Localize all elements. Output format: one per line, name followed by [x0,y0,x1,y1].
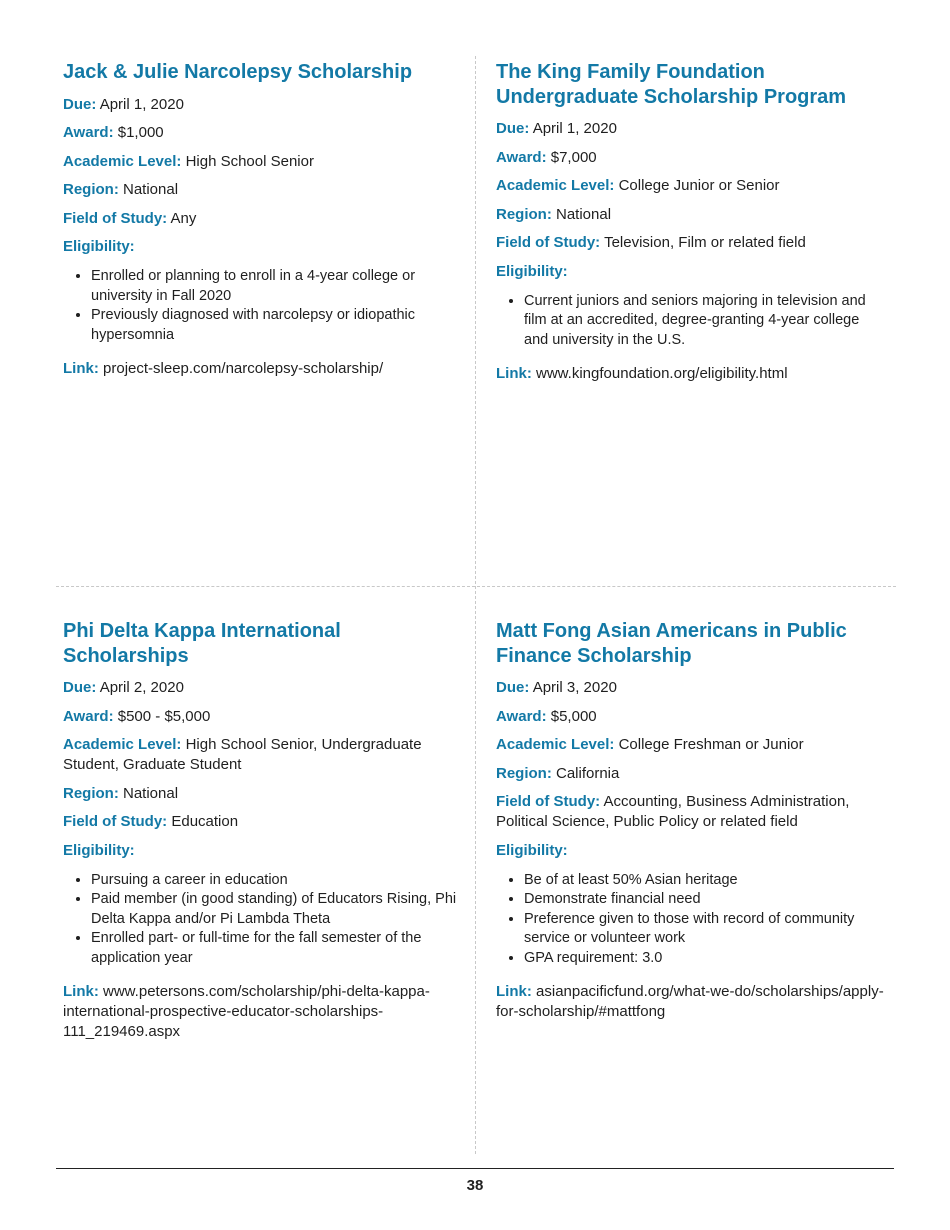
link-field [63,359,458,379]
due-value: April 2, 2020 [99,679,184,696]
field-of-study-label: Field of Study: [63,209,168,227]
region-field [496,764,886,784]
academic-level-value: High School Senior, Undergraduate Student, Graduate Student [63,736,422,773]
footer-rule [56,1168,894,1169]
scholarship-card-matt-fong [496,619,886,1022]
field-of-study-label: Field of Study: [496,793,601,810]
due-value: April 3, 2020 [532,679,617,696]
scholarship-title: The King Family Foundation Undergraduate Scholarship Program [496,61,847,108]
due-field [63,678,458,698]
link-url[interactable]: www.kingfoundation.org/eligibility.html [536,365,788,382]
link-label: Link: [496,983,532,1000]
academic-level-label: Academic Level: [496,736,615,753]
award-label: Award: [496,148,547,166]
eligibility-label: Eligibility: [496,262,568,280]
link-field [496,982,886,1022]
award-field [63,707,458,727]
award-value: $1,000 [117,124,164,141]
field-of-study-field [63,209,458,229]
award-value: $7,000 [550,148,597,166]
scholarship-title: Matt Fong Asian Americans in Public Finance Scholarship [496,620,847,667]
award-field [496,148,886,168]
region-field [496,205,886,225]
academic-level-label: Academic Level: [496,177,615,194]
due-label: Due: [63,95,97,113]
field-of-study-field [63,812,458,832]
link-url[interactable]: project-sleep.com/narcolepsy-scholarship/ [103,360,384,377]
eligibility-item: • Enrolled or planning to enroll in a 4-year college or university in Fall 2020 [91,267,458,306]
academic-level-value: College Junior or Senior [618,177,780,194]
link-url[interactable]: asianpacificfund.org/what-we-do/scholarships/apply-for-scholarship/#mattfong [496,983,884,1020]
scholarship-title: Jack & Julie Narcolepsy Scholarship [63,61,413,83]
due-label: Due: [63,679,97,696]
link-url[interactable]: www.petersons.com/scholarship/phi-delta-kappa-international-prospective-educator-scholarships-111_219469.aspx [63,983,430,1040]
award-value: $500 - $5,000 [117,707,211,725]
academic-level-label: Academic Level: [63,736,182,753]
eligibility-label: Eligibility: [63,238,135,255]
award-label: Award: [63,124,114,141]
link-label: Link: [63,983,99,1000]
academic-level-field [496,176,886,196]
link-field [63,982,458,1042]
academic-level-field [496,735,886,755]
field-of-study-label: Field of Study: [63,813,168,830]
region-value: National [556,205,612,223]
vertical-divider [475,56,476,1154]
eligibility-list [496,292,886,351]
eligibility-list [63,871,458,969]
scholarship-title: Phi Delta Kappa International Scholarships [63,620,341,667]
eligibility-list [63,267,458,345]
eligibility-item: • Preference given to those with record of community service or volunteer work [524,910,886,949]
link-label: Link: [63,360,99,377]
page-number: 38 [466,1177,484,1194]
link-label: Link: [496,365,532,382]
field-of-study-value: Television, Film or related field [604,234,806,251]
due-label: Due: [496,120,530,137]
field-of-study-field [496,792,886,832]
eligibility-item: • Current juniors and seniors majoring in television and film at an accredited, degree-granting 4-year college and university in the U.S. [524,292,886,351]
horizontal-divider [56,586,896,587]
eligibility-item: • Previously diagnosed with narcolepsy or idiopathic hypersomnia [91,306,458,345]
eligibility-item: • Enrolled part- or full-time for the fall semester of the application year [91,929,458,968]
eligibility-item: • GPA requirement: 3.0 [524,949,886,969]
region-field [63,784,458,804]
region-value: National [123,181,179,198]
eligibility-item: • Pursuing a career in education [91,871,458,891]
award-label: Award: [496,707,547,725]
eligibility-item: • Demonstrate financial need [524,890,886,910]
award-label: Award: [63,707,114,725]
eligibility-item: • Paid member (in good standing) of Educators Rising, Phi Delta Kappa and/or Pi Lambda Theta [91,890,458,929]
region-label: Region: [496,764,552,782]
academic-level-field [63,152,458,172]
eligibility-label: Eligibility: [496,841,568,859]
academic-level-field [63,735,458,775]
field-of-study-value: Accounting, Business Administration, Political Science, Public Policy or related field [496,793,850,830]
region-value: National [123,784,179,802]
due-value: April 1, 2020 [99,95,184,113]
region-label: Region: [496,205,552,223]
field-of-study-label: Field of Study: [496,234,601,251]
field-of-study-value: Education [171,813,239,830]
field-of-study-value: Any [170,209,197,227]
academic-level-value: College Freshman or Junior [618,736,804,753]
link-field [496,364,886,384]
award-value: $5,000 [550,707,597,725]
eligibility-list [496,871,886,969]
scholarship-card-jack-julie [63,60,458,379]
region-label: Region: [63,181,119,198]
region-value: California [556,764,620,782]
region-label: Region: [63,784,119,802]
academic-level-value: High School Senior [185,152,314,170]
due-field [496,119,886,139]
scholarship-card-phi-delta-kappa [63,619,458,1042]
region-field [63,180,458,200]
due-field [63,95,458,115]
field-of-study-field [496,233,886,253]
due-field [496,678,886,698]
award-field [496,707,886,727]
due-label: Due: [496,679,530,696]
due-value: April 1, 2020 [532,120,617,137]
eligibility-label: Eligibility: [63,841,135,859]
academic-level-label: Academic Level: [63,152,182,170]
award-field [63,123,458,143]
scholarship-card-king-family [496,60,886,384]
eligibility-item: • Be of at least 50% Asian heritage [524,871,886,891]
